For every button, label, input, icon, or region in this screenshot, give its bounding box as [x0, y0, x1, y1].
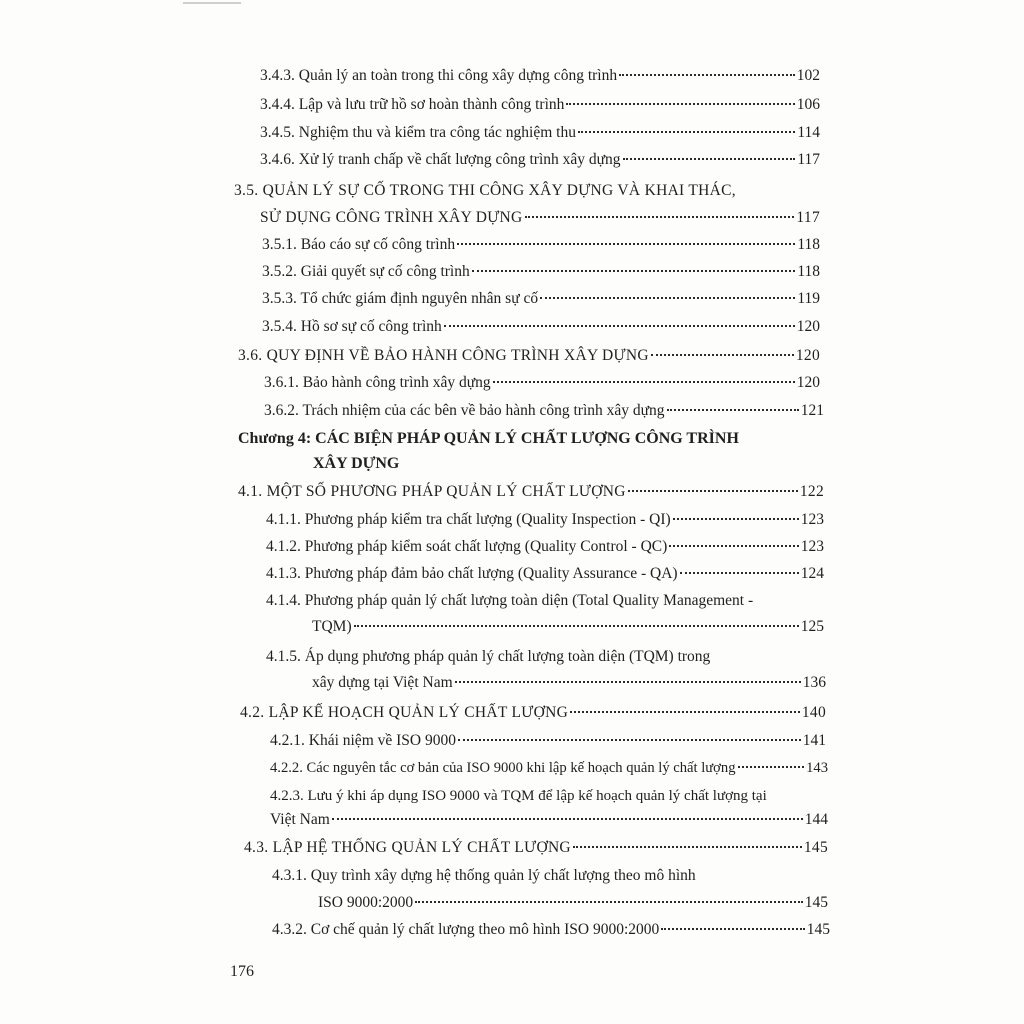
toc-entry-page: 123: [800, 511, 824, 528]
toc-entry-label: 3.6.2. Trách nhiệm của các bên về bảo hành công trình xây dựng: [264, 402, 665, 419]
toc-entry: [270, 731, 826, 751]
toc-section-heading: 3.5. QUẢN LÝ SỰ CỐ TRONG THI CÔNG XÂY DỰNG VÀ KHAI THÁC,: [234, 182, 736, 199]
toc-entry-label: 3.6.1. Bảo hành công trình xây dựng: [264, 374, 491, 391]
top-rule: [183, 2, 241, 4]
toc-entry-page: 118: [797, 263, 820, 280]
toc-entry-page: 106: [796, 96, 820, 113]
toc-entry-page: 141: [802, 732, 826, 749]
toc-entry-page: 121: [800, 402, 824, 419]
toc-entry-label: 3.5.1. Báo cáo sự cố công trình: [262, 236, 456, 253]
dot-leader: [354, 625, 799, 627]
dot-leader: [493, 381, 795, 383]
dot-leader: [525, 216, 795, 218]
toc-entry-label: 3.4.6. Xử lý tranh chấp về chất lượng công trình xây dựng: [260, 151, 621, 168]
toc-entry: [266, 537, 824, 557]
toc-entry-page: 144: [804, 811, 828, 828]
toc-entry: [266, 510, 824, 530]
toc-entry: [238, 346, 820, 366]
chapter-heading-continued: XÂY DỰNG: [313, 455, 400, 472]
toc-entry: [260, 150, 820, 170]
toc-entry-page: 140: [801, 704, 826, 721]
toc-entry-label: 4.1.5. Áp dụng phương pháp quản lý chất lượng toàn diện (TQM) trong: [266, 648, 711, 665]
page-number: 176: [230, 963, 254, 980]
toc-entry-page: 145: [804, 894, 828, 911]
dot-leader: [332, 818, 803, 820]
toc-entry-label: 4.2.3. Lưu ý khi áp dụng ISO 9000 và TQM để lập kế hoạch quản lý chất lượng tại: [270, 788, 767, 804]
toc-entry-page: 122: [799, 483, 824, 500]
dot-leader: [573, 846, 802, 848]
toc-entry: [262, 317, 820, 337]
toc-entry-label: 3.5.2. Giải quyết sự cố công trình: [262, 263, 470, 280]
toc-entry-page: 145: [803, 839, 828, 856]
dot-leader: [738, 766, 805, 768]
toc-entry: [264, 401, 824, 421]
dot-leader: [628, 490, 798, 492]
toc-entry: [244, 838, 828, 858]
toc-entry-label: 4.2.1. Khái niệm về ISO 9000: [270, 732, 456, 749]
toc-entry: [262, 262, 820, 282]
toc-entry-label: 4.1.4. Phương pháp quản lý chất lượng toàn diện (Total Quality Management -: [266, 592, 754, 609]
toc-entry-page: 120: [796, 374, 820, 391]
dot-leader: [444, 325, 795, 327]
toc-entry: [260, 208, 820, 228]
toc-entry: [272, 920, 830, 940]
toc-entry: [270, 758, 828, 778]
toc-entry-page: 120: [796, 318, 820, 335]
toc-entry-page: 124: [800, 565, 824, 582]
toc-entry-page: 102: [796, 67, 820, 84]
dot-leader: [415, 901, 803, 903]
toc-entry: [312, 673, 826, 693]
toc-entry-label: SỬ DỤNG CÔNG TRÌNH XÂY DỰNG: [260, 209, 523, 226]
toc-entry: [264, 373, 820, 393]
dot-leader: [566, 103, 794, 105]
toc-entry-label: 3.4.5. Nghiệm thu và kiểm tra công tác nghiệm thu: [260, 124, 576, 141]
toc-entry-page: 123: [800, 538, 824, 555]
toc-entry: [262, 289, 820, 309]
toc-entry-page: 117: [796, 209, 820, 226]
toc-entry-label: xây dựng tại Việt Nam: [312, 674, 453, 691]
toc-entry-label: ISO 9000:2000: [318, 894, 414, 911]
dot-leader: [667, 409, 799, 411]
dot-leader: [673, 518, 799, 520]
toc-entry-label: TQM): [312, 618, 352, 635]
toc-entry: [270, 810, 828, 830]
chapter-heading: Chương 4: CÁC BIỆN PHÁP QUẢN LÝ CHẤT LƯỢNG CÔNG TRÌNH: [238, 430, 739, 447]
toc-entry: [260, 66, 820, 86]
toc-entry-label: 3.4.3. Quản lý an toàn trong thi công xây dựng công trình: [260, 67, 618, 84]
dot-leader: [458, 739, 801, 741]
toc-entry-label: 4.2.2. Các nguyên tắc cơ bản của ISO 9000 khi lập kế hoạch quản lý chất lượng: [270, 760, 736, 776]
toc-entry-page: 120: [795, 347, 820, 364]
toc-entry-page: 136: [802, 674, 826, 691]
toc-entry: [260, 95, 820, 115]
toc-entry-label: 4.3.2. Cơ chế quản lý chất lượng theo mô hình ISO 9000:2000: [272, 921, 660, 938]
toc-entry: [240, 703, 826, 723]
toc-entry: [262, 235, 820, 255]
dot-leader: [619, 74, 795, 76]
dot-leader: [457, 243, 795, 245]
toc-entry-label: 4.1. MỘT SỐ PHƯƠNG PHÁP QUẢN LÝ CHẤT LƯỢNG: [238, 483, 626, 500]
toc-entry-label: 4.2. LẬP KẾ HOẠCH QUẢN LÝ CHẤT LƯỢNG: [240, 704, 569, 721]
toc-entry-label: 4.1.2. Phương pháp kiểm soát chất lượng (Quality Control - QC): [266, 538, 668, 555]
toc-entry: [266, 564, 824, 584]
toc-entry-label: 4.3.1. Quy trình xây dựng hệ thống quản lý chất lượng theo mô hình: [272, 867, 696, 884]
toc-entry-page: 119: [797, 290, 820, 307]
toc-entry-label: 3.4.4. Lập và lưu trữ hồ sơ hoàn thành công trình: [260, 96, 565, 113]
toc-entry: [238, 482, 824, 502]
dot-leader: [651, 354, 794, 356]
toc-entry-page: 118: [797, 236, 820, 253]
dot-leader: [623, 158, 796, 160]
dot-leader: [570, 711, 800, 713]
toc-entry-page: 117: [797, 151, 820, 168]
toc-entry-page: 143: [806, 760, 828, 776]
dot-leader: [578, 131, 795, 133]
toc-entry-label: 4.1.1. Phương pháp kiểm tra chất lượng (Quality Inspection - QI): [266, 511, 671, 528]
toc-entry-label: Việt Nam: [270, 811, 330, 828]
toc-entry: [312, 617, 824, 637]
toc-entry-page: 114: [797, 124, 820, 141]
dot-leader: [661, 928, 804, 930]
toc-entry-page: 125: [800, 618, 824, 635]
dot-leader: [540, 297, 795, 299]
toc-entry-label: 4.1.3. Phương pháp đảm bảo chất lượng (Quality Assurance - QA): [266, 565, 678, 582]
toc-entry-label: 4.3. LẬP HỆ THỐNG QUẢN LÝ CHẤT LƯỢNG: [244, 839, 571, 856]
toc-entry-label: 3.6. QUY ĐỊNH VỀ BẢO HÀNH CÔNG TRÌNH XÂY DỰNG: [238, 347, 649, 364]
toc-entry: [260, 123, 820, 143]
toc-entry: [318, 893, 828, 913]
toc-entry-label: 3.5.3. Tổ chức giám định nguyên nhân sự cố: [262, 290, 539, 307]
dot-leader: [680, 572, 799, 574]
toc-entry-label: 3.5.4. Hồ sơ sự cố công trình: [262, 318, 442, 335]
dot-leader: [472, 270, 796, 272]
toc-entry-page: 145: [806, 921, 830, 938]
dot-leader: [455, 681, 801, 683]
dot-leader: [669, 545, 798, 547]
